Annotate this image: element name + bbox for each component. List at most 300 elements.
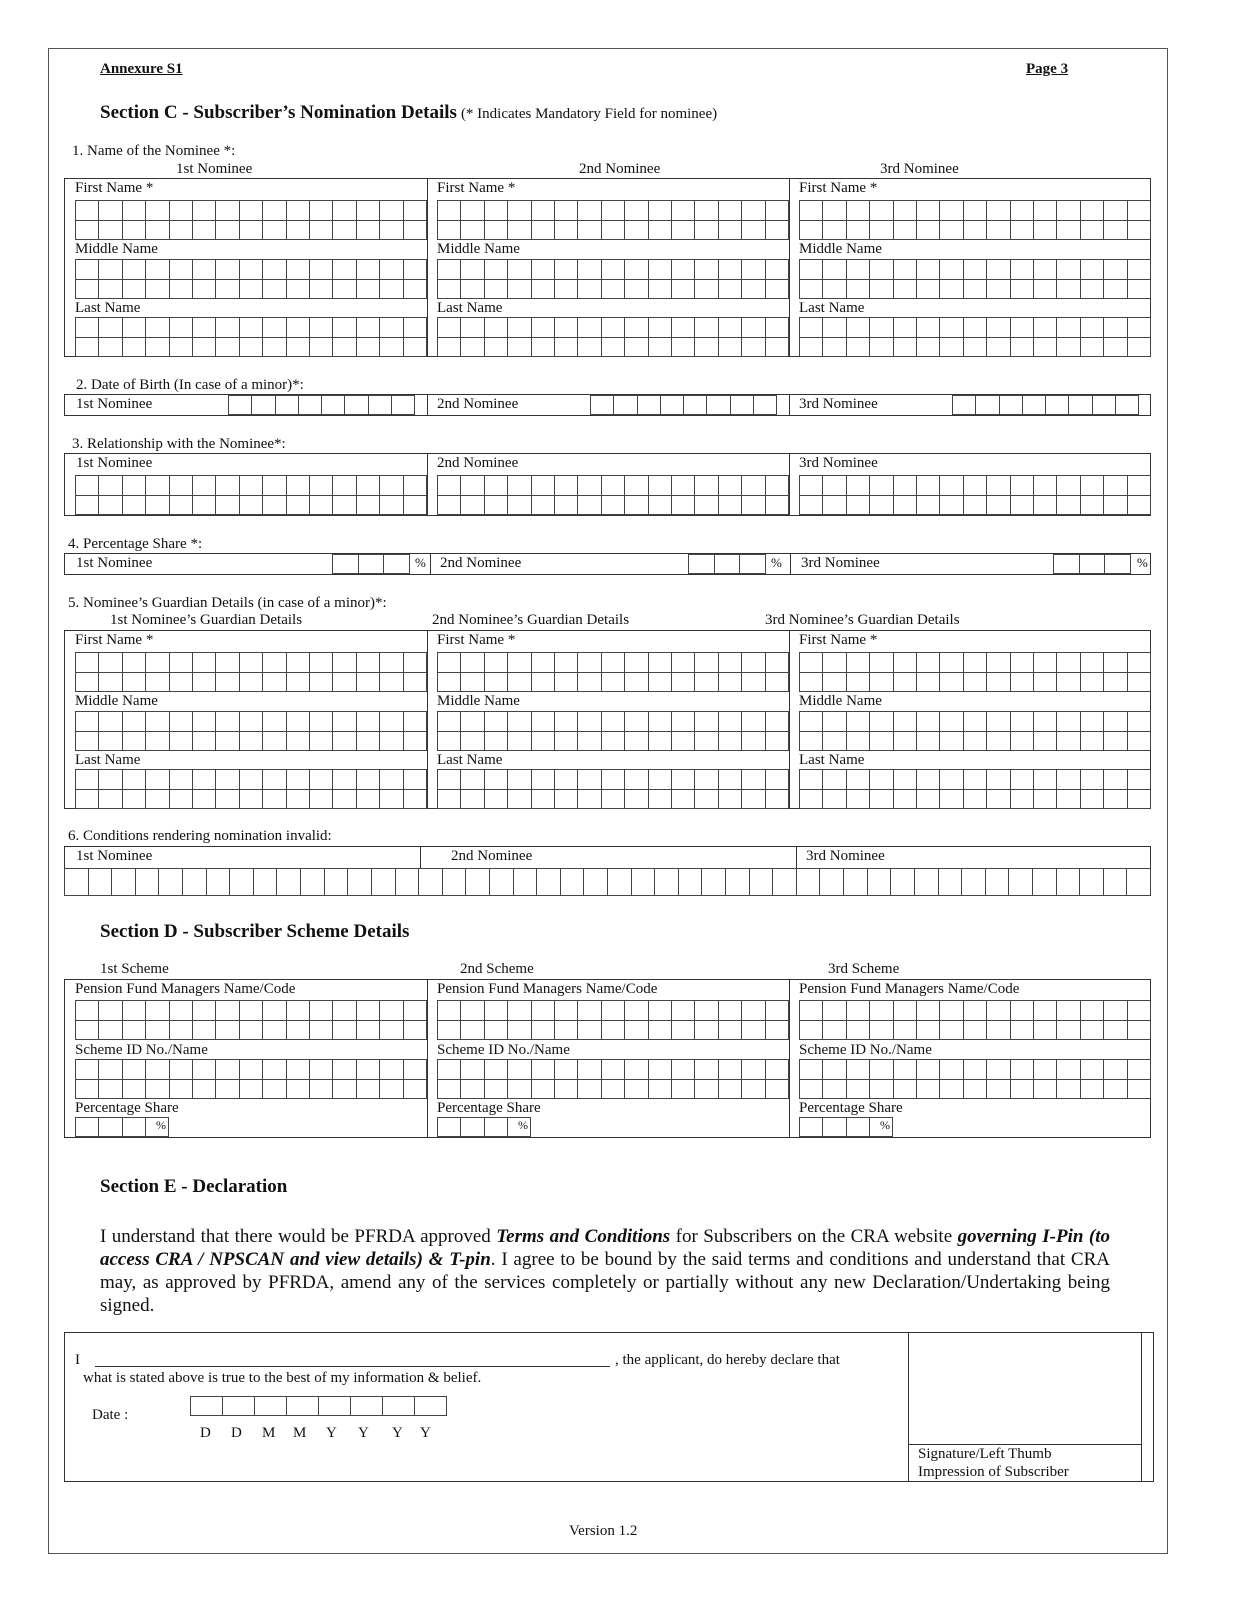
char-box[interactable] — [671, 769, 694, 789]
char-box[interactable] — [460, 1000, 483, 1020]
char-box[interactable] — [554, 200, 577, 220]
char-box[interactable] — [239, 1079, 262, 1099]
char-box[interactable] — [1127, 652, 1150, 672]
char-box[interactable] — [939, 1000, 962, 1020]
char-box[interactable] — [403, 495, 426, 515]
char-box[interactable] — [122, 672, 145, 692]
scheme-1-pfm-boxes[interactable] — [75, 1000, 427, 1040]
char-box[interactable] — [701, 868, 725, 895]
char-box[interactable] — [1033, 200, 1056, 220]
scheme-3-pfm-boxes[interactable] — [799, 1000, 1151, 1040]
char-box[interactable] — [169, 200, 192, 220]
char-box[interactable] — [309, 731, 332, 751]
char-box[interactable] — [460, 317, 483, 337]
char-box[interactable] — [332, 652, 355, 672]
char-box[interactable] — [145, 769, 168, 789]
char-box[interactable] — [718, 711, 741, 731]
char-box[interactable] — [332, 672, 355, 692]
char-box[interactable] — [986, 337, 1009, 357]
char-box[interactable] — [379, 1020, 402, 1040]
char-box[interactable] — [403, 711, 426, 731]
char-box[interactable] — [1127, 1079, 1150, 1099]
char-box[interactable] — [286, 652, 309, 672]
pct-nominee-1-boxes[interactable] — [332, 554, 410, 574]
char-box[interactable] — [382, 1396, 414, 1415]
relationship-nominee-3-boxes[interactable] — [799, 475, 1151, 515]
char-box[interactable] — [694, 200, 717, 220]
char-box[interactable] — [893, 317, 916, 337]
char-box[interactable] — [531, 279, 554, 299]
char-box[interactable] — [577, 1079, 600, 1099]
char-box[interactable] — [507, 731, 530, 751]
char-box[interactable] — [718, 279, 741, 299]
char-box[interactable] — [98, 731, 121, 751]
char-box[interactable] — [601, 731, 624, 751]
char-box[interactable] — [192, 652, 215, 672]
char-box[interactable] — [718, 769, 741, 789]
char-box[interactable] — [1127, 1059, 1150, 1079]
dob-nominee-1-boxes[interactable] — [228, 395, 415, 415]
char-box[interactable] — [554, 337, 577, 357]
char-box[interactable] — [206, 868, 230, 895]
char-box[interactable] — [986, 475, 1009, 495]
char-box[interactable] — [122, 789, 145, 809]
char-box[interactable] — [169, 1020, 192, 1040]
char-box[interactable] — [916, 652, 939, 672]
char-box[interactable] — [507, 495, 530, 515]
char-box[interactable] — [624, 1000, 647, 1020]
char-box[interactable] — [403, 317, 426, 337]
char-box[interactable] — [1103, 337, 1126, 357]
char-box[interactable] — [215, 672, 238, 692]
char-box[interactable] — [379, 672, 402, 692]
scheme-2-id-boxes[interactable] — [437, 1059, 789, 1099]
char-box[interactable] — [1079, 868, 1103, 895]
char-box[interactable] — [648, 337, 671, 357]
char-box[interactable] — [262, 475, 285, 495]
char-box[interactable] — [601, 1079, 624, 1099]
char-box[interactable] — [1127, 1020, 1150, 1040]
char-box[interactable] — [963, 1059, 986, 1079]
char-box[interactable] — [1022, 395, 1045, 414]
scheme-2-pfm-boxes[interactable] — [437, 1000, 789, 1040]
char-box[interactable] — [215, 317, 238, 337]
char-box[interactable] — [75, 1059, 98, 1079]
char-box[interactable] — [403, 200, 426, 220]
char-box[interactable] — [893, 711, 916, 731]
char-box[interactable] — [484, 475, 507, 495]
char-box[interactable] — [169, 317, 192, 337]
char-box[interactable] — [939, 279, 962, 299]
char-box[interactable] — [741, 1079, 764, 1099]
char-box[interactable] — [507, 337, 530, 357]
char-box[interactable] — [98, 279, 121, 299]
char-box[interactable] — [356, 769, 379, 789]
char-box[interactable] — [893, 731, 916, 751]
char-box[interactable] — [1056, 1000, 1079, 1020]
char-box[interactable] — [379, 1059, 402, 1079]
char-box[interactable] — [1010, 731, 1033, 751]
nominee-3-last-name-boxes[interactable] — [799, 317, 1151, 357]
char-box[interactable] — [122, 220, 145, 240]
char-box[interactable] — [460, 1059, 483, 1079]
char-box[interactable] — [75, 1020, 98, 1040]
char-box[interactable] — [560, 868, 584, 895]
char-box[interactable] — [332, 769, 355, 789]
char-box[interactable] — [799, 337, 822, 357]
char-box[interactable] — [822, 1000, 845, 1020]
char-box[interactable] — [765, 1020, 788, 1040]
char-box[interactable] — [963, 672, 986, 692]
char-box[interactable] — [379, 1000, 402, 1020]
char-box[interactable] — [169, 1059, 192, 1079]
char-box[interactable] — [1127, 475, 1150, 495]
char-box[interactable] — [403, 337, 426, 357]
char-box[interactable] — [1080, 220, 1103, 240]
char-box[interactable] — [869, 789, 892, 809]
applicant-name-line[interactable] — [95, 1352, 610, 1367]
char-box[interactable] — [799, 279, 822, 299]
char-box[interactable] — [624, 279, 647, 299]
char-box[interactable] — [484, 1059, 507, 1079]
char-box[interactable] — [437, 1079, 460, 1099]
char-box[interactable] — [671, 495, 694, 515]
char-box[interactable] — [963, 652, 986, 672]
char-box[interactable] — [1045, 395, 1068, 414]
char-box[interactable] — [916, 789, 939, 809]
char-box[interactable] — [577, 337, 600, 357]
char-box[interactable] — [1127, 495, 1150, 515]
char-box[interactable] — [356, 789, 379, 809]
char-box[interactable] — [332, 1079, 355, 1099]
char-box[interactable] — [122, 495, 145, 515]
char-box[interactable] — [1127, 672, 1150, 692]
char-box[interactable] — [741, 1020, 764, 1040]
char-box[interactable] — [1103, 868, 1127, 895]
char-box[interactable] — [192, 337, 215, 357]
char-box[interactable] — [624, 789, 647, 809]
char-box[interactable] — [1033, 337, 1056, 357]
char-box[interactable] — [437, 789, 460, 809]
char-box[interactable] — [819, 868, 843, 895]
char-box[interactable] — [190, 1396, 222, 1415]
char-box[interactable] — [484, 317, 507, 337]
char-box[interactable] — [796, 868, 820, 895]
char-box[interactable] — [799, 1020, 822, 1040]
char-box[interactable] — [822, 337, 845, 357]
char-box[interactable] — [671, 475, 694, 495]
char-box[interactable] — [577, 279, 600, 299]
char-box[interactable] — [986, 1020, 1009, 1040]
char-box[interactable] — [403, 475, 426, 495]
char-box[interactable] — [309, 259, 332, 279]
char-box[interactable] — [356, 200, 379, 220]
char-box[interactable] — [507, 1020, 530, 1040]
char-box[interactable] — [215, 259, 238, 279]
char-box[interactable] — [671, 731, 694, 751]
char-box[interactable] — [718, 259, 741, 279]
char-box[interactable] — [169, 1079, 192, 1099]
char-box[interactable] — [963, 259, 986, 279]
char-box[interactable] — [215, 220, 238, 240]
char-box[interactable] — [694, 317, 717, 337]
char-box[interactable] — [963, 711, 986, 731]
char-box[interactable] — [741, 711, 764, 731]
char-box[interactable] — [1033, 1079, 1056, 1099]
char-box[interactable] — [358, 554, 384, 573]
char-box[interactable] — [75, 672, 98, 692]
char-box[interactable] — [916, 475, 939, 495]
char-box[interactable] — [145, 1059, 168, 1079]
char-box[interactable] — [75, 317, 98, 337]
char-box[interactable] — [765, 495, 788, 515]
char-box[interactable] — [460, 789, 483, 809]
char-box[interactable] — [1103, 279, 1126, 299]
char-box[interactable] — [799, 317, 822, 337]
char-box[interactable] — [554, 769, 577, 789]
char-box[interactable] — [1068, 395, 1091, 414]
char-box[interactable] — [843, 868, 867, 895]
char-box[interactable] — [286, 1020, 309, 1040]
char-box[interactable] — [98, 1079, 121, 1099]
char-box[interactable] — [869, 672, 892, 692]
char-box[interactable] — [356, 475, 379, 495]
conditions-boxes[interactable] — [64, 868, 1151, 896]
char-box[interactable] — [1103, 711, 1126, 731]
char-box[interactable] — [765, 200, 788, 220]
char-box[interactable] — [1103, 220, 1126, 240]
char-box[interactable] — [1056, 337, 1079, 357]
char-box[interactable] — [1127, 279, 1150, 299]
char-box[interactable] — [648, 711, 671, 731]
char-box[interactable] — [1056, 1020, 1079, 1040]
char-box[interactable] — [437, 279, 460, 299]
char-box[interactable] — [624, 769, 647, 789]
char-box[interactable] — [678, 868, 702, 895]
char-box[interactable] — [356, 1020, 379, 1040]
char-box[interactable] — [799, 200, 822, 220]
char-box[interactable] — [332, 495, 355, 515]
char-box[interactable] — [916, 200, 939, 220]
char-box[interactable] — [671, 317, 694, 337]
char-box[interactable] — [1033, 317, 1056, 337]
nominee-2-middle-name-boxes[interactable] — [437, 259, 789, 299]
dob-nominee-2-boxes[interactable] — [590, 395, 777, 415]
char-box[interactable] — [624, 200, 647, 220]
char-box[interactable] — [554, 495, 577, 515]
char-box[interactable] — [822, 731, 845, 751]
char-box[interactable] — [239, 259, 262, 279]
char-box[interactable] — [460, 475, 483, 495]
guardian-3-first-name-boxes[interactable] — [799, 652, 1151, 692]
pct-nominee-2-boxes[interactable] — [688, 554, 766, 574]
char-box[interactable] — [286, 769, 309, 789]
char-box[interactable] — [460, 337, 483, 357]
char-box[interactable] — [1033, 731, 1056, 751]
char-box[interactable] — [986, 279, 1009, 299]
char-box[interactable] — [484, 259, 507, 279]
char-box[interactable] — [122, 475, 145, 495]
char-box[interactable] — [507, 475, 530, 495]
char-box[interactable] — [554, 731, 577, 751]
char-box[interactable] — [799, 731, 822, 751]
char-box[interactable] — [554, 1020, 577, 1040]
char-box[interactable] — [465, 868, 489, 895]
char-box[interactable] — [356, 259, 379, 279]
char-box[interactable] — [939, 731, 962, 751]
char-box[interactable] — [414, 1396, 446, 1415]
char-box[interactable] — [379, 200, 402, 220]
char-box[interactable] — [262, 1079, 285, 1099]
char-box[interactable] — [986, 652, 1009, 672]
char-box[interactable] — [648, 495, 671, 515]
char-box[interactable] — [98, 259, 121, 279]
char-box[interactable] — [718, 1020, 741, 1040]
char-box[interactable] — [1080, 337, 1103, 357]
char-box[interactable] — [215, 652, 238, 672]
char-box[interactable] — [309, 200, 332, 220]
char-box[interactable] — [939, 475, 962, 495]
char-box[interactable] — [1056, 317, 1079, 337]
char-box[interactable] — [916, 495, 939, 515]
char-box[interactable] — [286, 279, 309, 299]
char-box[interactable] — [822, 1020, 845, 1040]
char-box[interactable] — [554, 317, 577, 337]
char-box[interactable] — [122, 1000, 145, 1020]
char-box[interactable] — [648, 1000, 671, 1020]
char-box[interactable] — [624, 652, 647, 672]
char-box[interactable] — [869, 1020, 892, 1040]
char-box[interactable] — [601, 220, 624, 240]
char-box[interactable] — [577, 769, 600, 789]
char-box[interactable] — [169, 652, 192, 672]
char-box[interactable] — [460, 711, 483, 731]
char-box[interactable] — [262, 1020, 285, 1040]
char-box[interactable] — [671, 1020, 694, 1040]
char-box[interactable] — [554, 475, 577, 495]
char-box[interactable] — [799, 711, 822, 731]
char-box[interactable] — [1103, 475, 1126, 495]
char-box[interactable] — [869, 652, 892, 672]
char-box[interactable] — [1080, 711, 1103, 731]
char-box[interactable] — [98, 337, 121, 357]
char-box[interactable] — [460, 220, 483, 240]
char-box[interactable] — [1010, 200, 1033, 220]
char-box[interactable] — [601, 1059, 624, 1079]
char-box[interactable] — [309, 220, 332, 240]
char-box[interactable] — [916, 259, 939, 279]
char-box[interactable] — [986, 495, 1009, 515]
char-box[interactable] — [1010, 711, 1033, 731]
char-box[interactable] — [75, 1000, 98, 1020]
char-box[interactable] — [111, 868, 135, 895]
char-box[interactable] — [356, 220, 379, 240]
char-box[interactable] — [332, 337, 355, 357]
char-box[interactable] — [916, 769, 939, 789]
char-box[interactable] — [309, 1079, 332, 1099]
char-box[interactable] — [893, 769, 916, 789]
char-box[interactable] — [718, 789, 741, 809]
char-box[interactable] — [169, 337, 192, 357]
char-box[interactable] — [215, 789, 238, 809]
char-box[interactable] — [318, 1396, 350, 1415]
char-box[interactable] — [332, 200, 355, 220]
char-box[interactable] — [846, 711, 869, 731]
char-box[interactable] — [1032, 868, 1056, 895]
char-box[interactable] — [1080, 731, 1103, 751]
char-box[interactable] — [822, 259, 845, 279]
char-box[interactable] — [893, 259, 916, 279]
char-box[interactable] — [484, 769, 507, 789]
char-box[interactable] — [799, 672, 822, 692]
char-box[interactable] — [939, 495, 962, 515]
char-box[interactable] — [484, 1020, 507, 1040]
char-box[interactable] — [986, 769, 1009, 789]
char-box[interactable] — [1127, 200, 1150, 220]
char-box[interactable] — [1053, 554, 1079, 573]
char-box[interactable] — [122, 1059, 145, 1079]
char-box[interactable] — [554, 1000, 577, 1020]
char-box[interactable] — [145, 495, 168, 515]
char-box[interactable] — [1033, 769, 1056, 789]
char-box[interactable] — [893, 220, 916, 240]
char-box[interactable] — [531, 259, 554, 279]
guardian-1-first-name-boxes[interactable] — [75, 652, 427, 692]
char-box[interactable] — [846, 279, 869, 299]
char-box[interactable] — [262, 317, 285, 337]
char-box[interactable] — [262, 279, 285, 299]
char-box[interactable] — [368, 395, 391, 414]
char-box[interactable] — [939, 200, 962, 220]
char-box[interactable] — [846, 259, 869, 279]
char-box[interactable] — [437, 337, 460, 357]
char-box[interactable] — [531, 200, 554, 220]
char-box[interactable] — [1056, 200, 1079, 220]
char-box[interactable] — [1080, 652, 1103, 672]
char-box[interactable] — [403, 652, 426, 672]
char-box[interactable] — [239, 769, 262, 789]
char-box[interactable] — [916, 337, 939, 357]
char-box[interactable] — [64, 868, 88, 895]
char-box[interactable] — [286, 200, 309, 220]
char-box[interactable] — [986, 711, 1009, 731]
char-box[interactable] — [846, 1000, 869, 1020]
char-box[interactable] — [122, 1020, 145, 1040]
char-box[interactable] — [577, 1000, 600, 1020]
char-box[interactable] — [607, 868, 631, 895]
char-box[interactable] — [484, 672, 507, 692]
char-box[interactable] — [694, 1059, 717, 1079]
char-box[interactable] — [718, 317, 741, 337]
char-box[interactable] — [624, 672, 647, 692]
char-box[interactable] — [1056, 789, 1079, 809]
char-box[interactable] — [718, 1000, 741, 1020]
char-box[interactable] — [624, 220, 647, 240]
char-box[interactable] — [507, 789, 530, 809]
char-box[interactable] — [309, 1059, 332, 1079]
char-box[interactable] — [822, 279, 845, 299]
char-box[interactable] — [772, 868, 796, 895]
char-box[interactable] — [536, 868, 560, 895]
char-box[interactable] — [437, 1020, 460, 1040]
char-box[interactable] — [1103, 769, 1126, 789]
char-box[interactable] — [893, 1020, 916, 1040]
char-box[interactable] — [379, 475, 402, 495]
char-box[interactable] — [192, 1000, 215, 1020]
char-box[interactable] — [799, 1079, 822, 1099]
char-box[interactable] — [395, 868, 419, 895]
char-box[interactable] — [1010, 652, 1033, 672]
